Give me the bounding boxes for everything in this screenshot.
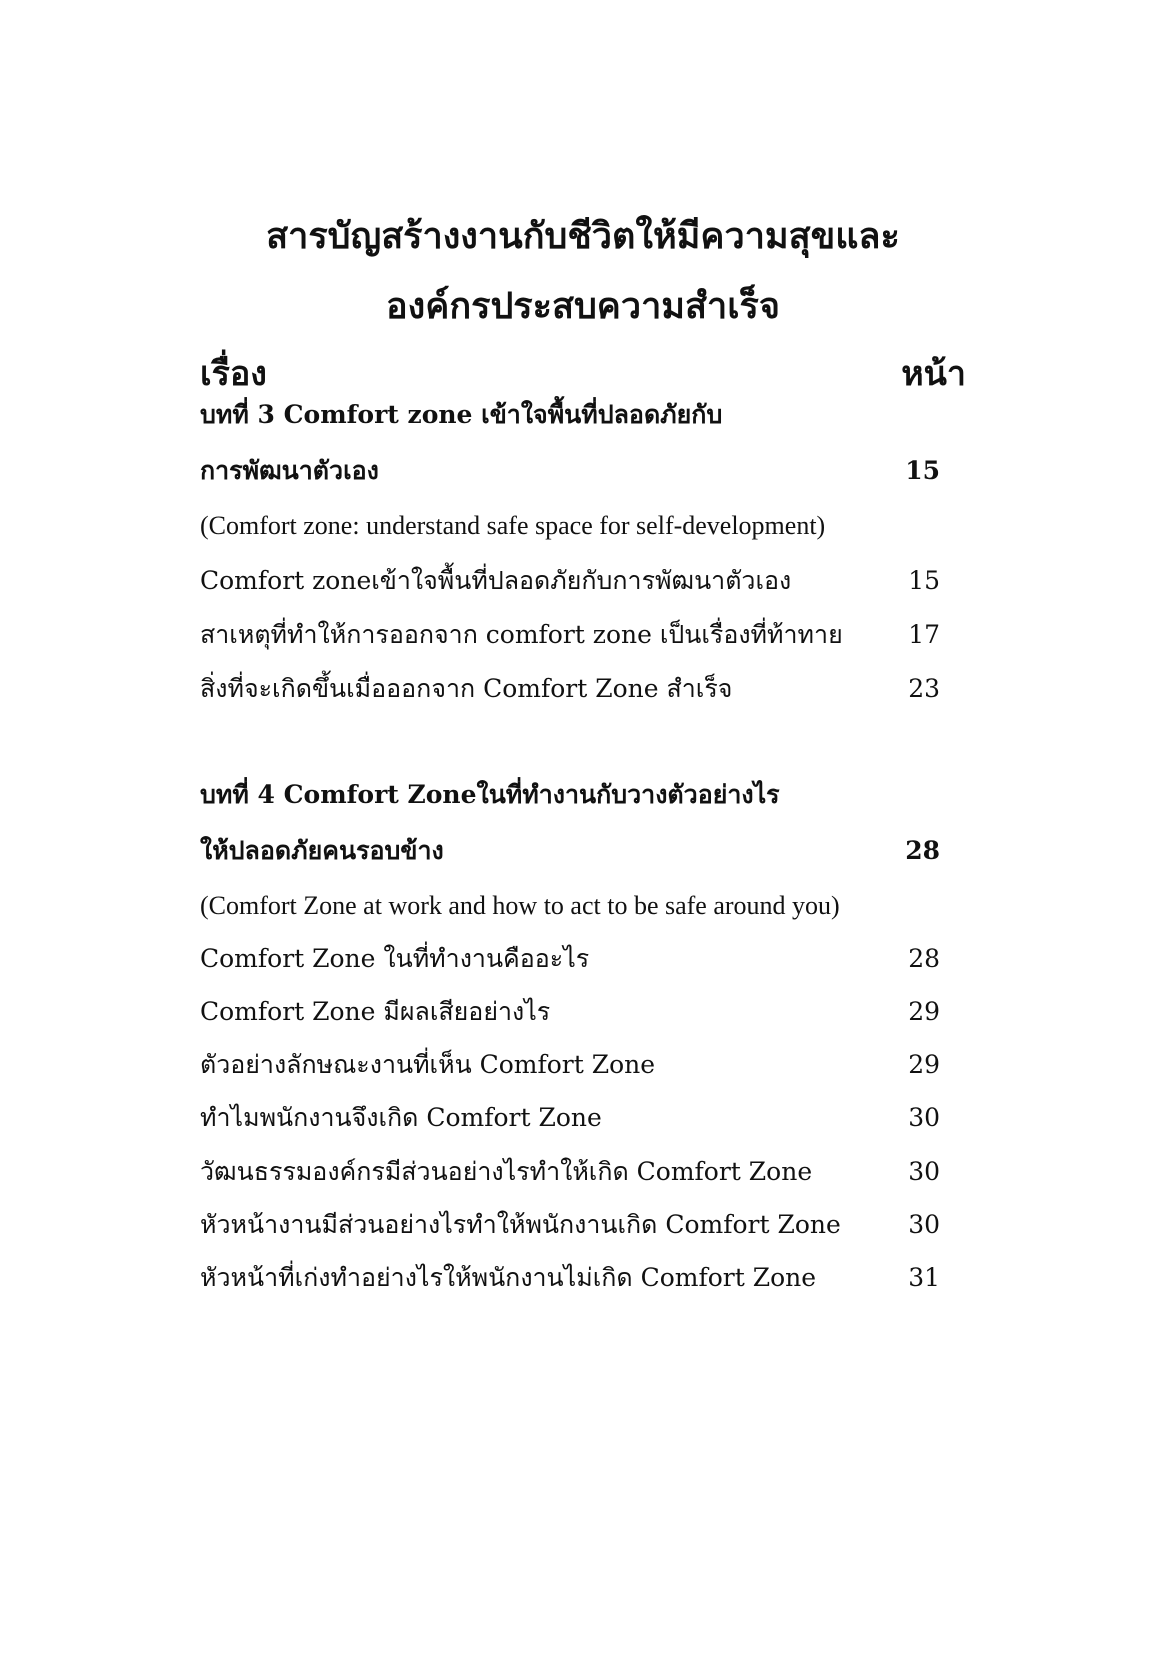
chapter-subtitle-text: (Comfort zone: understand safe space for self-development): [200, 511, 826, 540]
toc-entry: [200, 939, 970, 979]
toc-entry-text: ตัวอย่างลักษณะงานที่เห็น Comfort Zone: [200, 1050, 656, 1079]
toc-entry: [200, 1152, 970, 1192]
toc-entry: [200, 669, 970, 709]
chapter-heading-text: การพัฒนาตัวเอง: [200, 456, 379, 485]
topic-column-header: เรื่อง: [200, 354, 267, 394]
toc-entry-text: Comfort Zone ในที่ทำงานคืออะไร: [200, 944, 590, 973]
toc-entry-page: 23: [908, 674, 940, 703]
chapter-4-heading-line-1: [200, 775, 970, 815]
toc-entry: [200, 1258, 970, 1298]
toc-entry-text: สาเหตุที่ทำให้การออกจาก comfort zone เป็นเรื่องที่ท้าทาย: [200, 620, 843, 649]
toc-entry: [200, 992, 970, 1032]
toc-title-line-1: สารบัญสร้างงานกับชีวิตให้มีความสุขและ: [266, 215, 900, 257]
toc-entry: [200, 1205, 970, 1245]
page-column-header: หน้า: [901, 354, 966, 394]
chapter-page-number: 28: [905, 836, 940, 865]
chapter-heading-text: บทที่ 4 Comfort Zoneในที่ทำงานกับวางตัวอย่างไร: [200, 780, 780, 809]
toc-entry: [200, 561, 970, 601]
chapter-subtitle-text: (Comfort Zone at work and how to act to be safe around you): [200, 891, 840, 920]
chapter-3-heading-line-1: [200, 395, 970, 435]
chapter-heading-text: ให้ปลอดภัยคนรอบข้าง: [200, 836, 444, 865]
chapter-3-subtitle: [200, 506, 970, 546]
toc-entry-page: 29: [908, 1050, 940, 1079]
toc-entry-text: Comfort zoneเข้าใจพื้นที่ปลอดภัยกับการพัฒนาตัวเอง: [200, 566, 792, 595]
chapter-3-heading-line-2: [200, 451, 970, 491]
toc-entry: [200, 615, 970, 655]
chapter-4-subtitle: [200, 886, 970, 926]
toc-entry-text: วัฒนธรรมองค์กรมีส่วนอย่างไรทำให้เกิด Comfort Zone: [200, 1157, 813, 1186]
toc-entry-page: 30: [908, 1103, 940, 1132]
toc-entry-page: 15: [908, 566, 940, 595]
toc-entry-text: หัวหน้างานมีส่วนอย่างไรทำให้พนักงานเกิด Comfort Zone: [200, 1210, 841, 1239]
toc-entry-text: Comfort Zone มีผลเสียอย่างไร: [200, 997, 551, 1026]
toc-entry-text: หัวหน้าที่เก่งทำอย่างไรให้พนักงานไม่เกิด Comfort Zone: [200, 1263, 817, 1292]
toc-entry-page: 28: [908, 944, 940, 973]
toc-entry: [200, 1045, 970, 1085]
toc-title-line-2: องค์กรประสบความสำเร็จ: [386, 285, 780, 327]
chapter-4-heading-line-2: [200, 831, 970, 871]
chapter-heading-text: บทที่ 3 Comfort zone เข้าใจพื้นที่ปลอดภัยกับ: [200, 400, 723, 429]
toc-entry-text: ทำไมพนักงานจึงเกิด Comfort Zone: [200, 1103, 602, 1132]
toc-entry-text: สิ่งที่จะเกิดขึ้นเมื่อออกจาก Comfort Zone สำเร็จ: [200, 674, 733, 703]
toc-entry-page: 30: [908, 1210, 940, 1239]
toc-entry-page: 17: [908, 620, 940, 649]
toc-entry-page: 30: [908, 1157, 940, 1186]
toc-entry-page: 29: [908, 997, 940, 1026]
toc-entry: [200, 1098, 970, 1138]
chapter-page-number: 15: [905, 456, 940, 485]
toc-entry-page: 31: [908, 1263, 940, 1292]
